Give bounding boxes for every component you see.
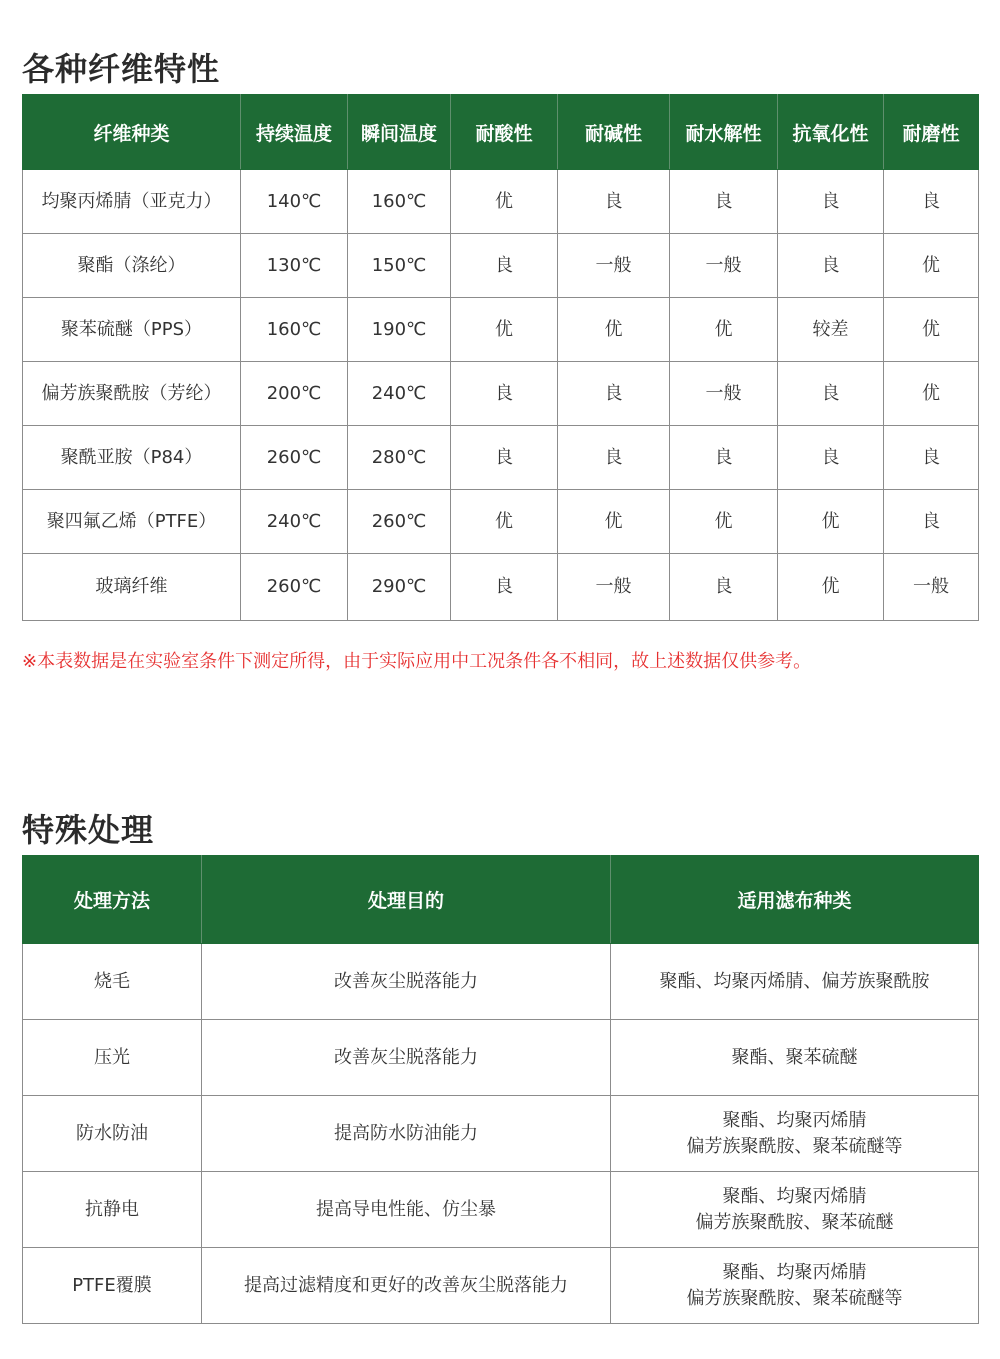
cell-text-line: 良 (604, 446, 623, 468)
treatment-method-cell (23, 944, 202, 1020)
oxidation-resistance-cell (778, 170, 884, 234)
cell-text-line: 良 (714, 576, 733, 597)
treatment-purpose-cell (202, 1248, 611, 1324)
cell-text-line: 一般 (595, 254, 632, 276)
cell-text-line: 优 (604, 510, 623, 532)
hydrolysis-resistance-cell (670, 554, 778, 621)
abrasion-resistance-cell (884, 426, 979, 490)
applicable-fabrics-cell (611, 1248, 979, 1324)
alkali-resistance-cell (558, 554, 670, 621)
cell-text-line: 聚酯、均聚丙烯腈 (722, 1109, 867, 1131)
cell-text-line: 200℃ (266, 382, 322, 404)
cell-text-line: 优 (922, 382, 940, 404)
continuous-temp-cell (241, 554, 348, 621)
alkali-resistance-cell (558, 426, 670, 490)
table-row (23, 490, 979, 554)
header-abrasion-resistance: 耐磨性 (884, 95, 979, 170)
cell-text-line: 良 (495, 254, 513, 276)
cell-text-line: 聚苯硫醚（PPS） (60, 318, 203, 340)
header-oxidation-resistance: 抗氧化性 (778, 95, 884, 170)
treatment-method-cell (23, 1172, 202, 1248)
cell-text-line: 130℃ (266, 254, 322, 276)
treatment-method-cell (23, 1020, 202, 1096)
table-row (23, 944, 979, 1020)
continuous-temp-cell (241, 234, 348, 298)
cell-text-line: 240℃ (371, 382, 427, 404)
fiber-type-cell (23, 170, 241, 234)
acid-resistance-cell (451, 362, 558, 426)
abrasion-resistance-cell (884, 362, 979, 426)
alkali-resistance-cell (558, 170, 670, 234)
cell-text-line: PTFE覆膜 (72, 1274, 152, 1296)
hydrolysis-resistance-cell (670, 234, 778, 298)
acid-resistance-cell (451, 554, 558, 621)
continuous-temp-cell (241, 426, 348, 490)
cell-text-line: 良 (821, 446, 840, 468)
fiber-table-body (23, 170, 979, 621)
header-applicable-fabrics: 适用滤布种类 (611, 856, 979, 944)
cell-text-line: 优 (495, 510, 513, 532)
table-row (23, 554, 979, 621)
alkali-resistance-cell (558, 234, 670, 298)
oxidation-resistance-cell (778, 298, 884, 362)
cell-text-line: 优 (714, 318, 733, 340)
treatment-section-title: 特殊处理 (22, 811, 155, 849)
treatment-purpose-cell (202, 1172, 611, 1248)
cell-text-line: 280℃ (371, 446, 427, 468)
cell-text-line: 140℃ (266, 190, 322, 212)
cell-text-line: 聚酯、均聚丙烯腈 (722, 1185, 867, 1207)
table-row (23, 170, 979, 234)
cell-text-line: 优 (821, 576, 840, 597)
header-instant-temp: 瞬间温度 (348, 95, 451, 170)
table-row (23, 1172, 979, 1248)
cell-text-line: 良 (922, 190, 940, 212)
treatment-purpose-cell (202, 944, 611, 1020)
fiber-header-row (23, 95, 979, 170)
cell-text-line: 偏芳族聚酰胺、聚苯硫醚等 (686, 1287, 903, 1309)
acid-resistance-cell (451, 170, 558, 234)
cell-text-line: 改善灰尘脱落能力 (334, 970, 478, 992)
disclaimer-note: ※本表数据是在实验室条件下测定所得，由于实际应用中工况条件各不相同，故上述数据仅供参考。 (22, 651, 812, 672)
hydrolysis-resistance-cell (670, 170, 778, 234)
cell-text-line: 烧毛 (94, 970, 130, 992)
oxidation-resistance-cell (778, 490, 884, 554)
cell-text-line: 优 (604, 318, 623, 340)
cell-text-line: 提高过滤精度和更好的改善灰尘脱落能力 (244, 1274, 568, 1296)
cell-text-line: 良 (821, 382, 840, 404)
cell-text-line: 聚酯、均聚丙烯腈 (722, 1261, 867, 1283)
cell-text-line: 提高防水防油能力 (334, 1122, 478, 1144)
cell-text-line: 一般 (913, 576, 949, 597)
cell-text-line: 良 (495, 446, 513, 468)
cell-text-line: 压光 (94, 1046, 130, 1068)
acid-resistance-cell (451, 234, 558, 298)
cell-text-line: 一般 (595, 576, 632, 597)
abrasion-resistance-cell (884, 490, 979, 554)
applicable-fabrics-cell (611, 1020, 979, 1096)
applicable-fabrics-cell (611, 1096, 979, 1172)
cell-text-line: 一般 (705, 254, 742, 276)
continuous-temp-cell (241, 298, 348, 362)
abrasion-resistance-cell (884, 298, 979, 362)
header-treatment-method: 处理方法 (23, 856, 202, 944)
alkali-resistance-cell (558, 490, 670, 554)
abrasion-resistance-cell (884, 170, 979, 234)
cell-text-line: 240℃ (266, 510, 322, 532)
cell-text-line: 聚酯、均聚丙烯腈、偏芳族聚酰胺 (659, 970, 930, 992)
cell-text-line: 聚酰亚胺（P84） (60, 446, 203, 468)
cell-text-line: 偏芳族聚酰胺、聚苯硫醚等 (686, 1135, 903, 1157)
applicable-fabrics-cell (611, 1172, 979, 1248)
cell-text-line: 260℃ (371, 510, 427, 532)
treatment-method-cell (23, 1096, 202, 1172)
cell-text-line: 玻璃纤维 (95, 576, 168, 597)
cell-text-line: 偏芳族聚酰胺（芳纶） (41, 382, 222, 404)
cell-text-line: 聚四氟乙烯（PTFE） (46, 510, 217, 532)
oxidation-resistance-cell (778, 426, 884, 490)
treatment-table-header (23, 856, 979, 944)
cell-text-line: 160℃ (371, 190, 427, 212)
oxidation-resistance-cell (778, 362, 884, 426)
header-hydrolysis-resistance: 耐水解性 (670, 95, 778, 170)
cell-text-line: 150℃ (371, 254, 427, 276)
hydrolysis-resistance-cell (670, 298, 778, 362)
acid-resistance-cell (451, 298, 558, 362)
fiber-properties-table (22, 94, 979, 621)
table-row (23, 298, 979, 362)
header-fiber-type: 纤维种类 (23, 95, 241, 170)
cell-text-line: 良 (821, 254, 840, 276)
treatment-header-row (23, 856, 979, 944)
continuous-temp-cell (241, 362, 348, 426)
cell-text-line: 良 (604, 190, 623, 212)
fiber-type-cell (23, 362, 241, 426)
cell-text-line: 防水防油 (76, 1122, 148, 1144)
continuous-temp-cell (241, 170, 348, 234)
fiber-type-cell (23, 298, 241, 362)
cell-text-line: 良 (714, 446, 733, 468)
instant-temp-cell (348, 362, 451, 426)
header-continuous-temp: 持续温度 (241, 95, 348, 170)
cell-text-line: 290℃ (371, 576, 427, 597)
cell-text-line: 较差 (812, 318, 849, 340)
instant-temp-cell (348, 554, 451, 621)
abrasion-resistance-cell (884, 554, 979, 621)
table-row (23, 362, 979, 426)
instant-temp-cell (348, 170, 451, 234)
cell-text-line: 均聚丙烯腈（亚克力） (41, 190, 222, 212)
instant-temp-cell (348, 490, 451, 554)
header-acid-resistance: 耐酸性 (451, 95, 558, 170)
cell-text-line: 良 (604, 382, 623, 404)
applicable-fabrics-cell (611, 944, 979, 1020)
treatment-purpose-cell (202, 1096, 611, 1172)
cell-text-line: 改善灰尘脱落能力 (334, 1046, 478, 1068)
fiber-type-cell (23, 426, 241, 490)
cell-text-line: 良 (495, 382, 513, 404)
cell-text-line: 优 (714, 510, 733, 532)
oxidation-resistance-cell (778, 234, 884, 298)
treatment-method-cell (23, 1248, 202, 1324)
cell-text-line: 聚酯（涤纶） (77, 254, 186, 276)
fiber-type-cell (23, 234, 241, 298)
cell-text-line: 良 (922, 446, 940, 468)
cell-text-line: 260℃ (266, 576, 322, 597)
special-treatment-table (22, 855, 979, 1324)
abrasion-resistance-cell (884, 234, 979, 298)
hydrolysis-resistance-cell (670, 490, 778, 554)
cell-text-line: 良 (495, 576, 513, 597)
fiber-section-title: 各种纤维特性 (22, 50, 221, 88)
table-row (23, 1248, 979, 1324)
cell-text-line: 260℃ (266, 446, 322, 468)
cell-text-line: 提高导电性能、仿尘暴 (316, 1198, 496, 1220)
instant-temp-cell (348, 234, 451, 298)
treatment-table-body (23, 944, 979, 1324)
cell-text-line: 优 (495, 318, 513, 340)
cell-text-line: 优 (495, 190, 513, 212)
hydrolysis-resistance-cell (670, 426, 778, 490)
cell-text-line: 良 (714, 190, 733, 212)
instant-temp-cell (348, 298, 451, 362)
acid-resistance-cell (451, 426, 558, 490)
cell-text-line: 优 (821, 510, 840, 532)
table-row (23, 1096, 979, 1172)
alkali-resistance-cell (558, 298, 670, 362)
cell-text-line: 160℃ (266, 318, 322, 340)
fiber-type-cell (23, 490, 241, 554)
header-treatment-purpose: 处理目的 (202, 856, 611, 944)
cell-text-line: 190℃ (371, 318, 427, 340)
cell-text-line: 抗静电 (85, 1198, 139, 1220)
cell-text-line: 聚酯、聚苯硫醚 (731, 1046, 858, 1068)
acid-resistance-cell (451, 490, 558, 554)
table-row (23, 234, 979, 298)
cell-text-line: 良 (922, 510, 940, 532)
cell-text-line: 良 (821, 190, 840, 212)
alkali-resistance-cell (558, 362, 670, 426)
cell-text-line: 优 (922, 254, 940, 276)
instant-temp-cell (348, 426, 451, 490)
header-alkali-resistance: 耐碱性 (558, 95, 670, 170)
treatment-purpose-cell (202, 1020, 611, 1096)
table-row (23, 426, 979, 490)
fiber-table-header (23, 95, 979, 170)
table-row (23, 1020, 979, 1096)
fiber-type-cell (23, 554, 241, 621)
cell-text-line: 一般 (705, 382, 742, 404)
continuous-temp-cell (241, 490, 348, 554)
hydrolysis-resistance-cell (670, 362, 778, 426)
cell-text-line: 偏芳族聚酰胺、聚苯硫醚 (695, 1211, 894, 1233)
oxidation-resistance-cell (778, 554, 884, 621)
cell-text-line: 优 (922, 318, 940, 340)
